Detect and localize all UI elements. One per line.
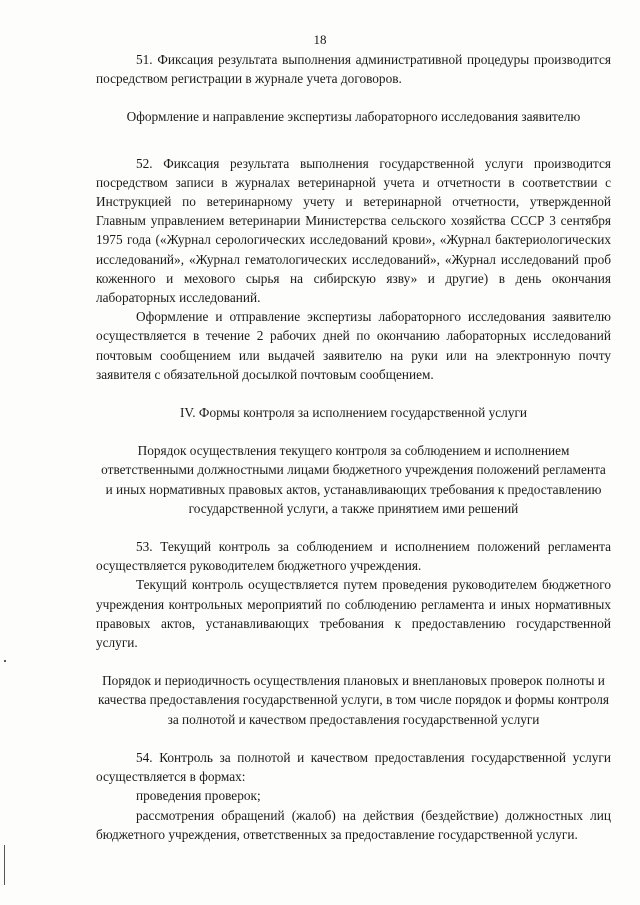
page-number: 18 [313,32,327,47]
paragraph-current-control: Текущий контроль осуществляется путем проведения руководителем бюджетного учреждения контрольных мероприятий по соблюдению регламента и иных нормативных правовых актов, устанавливающих требования к предоставлению государственной услуги. [96,577,611,651]
list-item-inspections: проведения проверок; [136,788,261,804]
chapter-heading-iv: IV. Формы контроля за исполнением государственной услуги [179,405,528,421]
scan-margin-mark [4,845,5,885]
paragraph-52: 52. Фиксация результата выполнения государственной услуги производится посредством записи в журналах ветеринарной учета и отчетности в соответствии с Инструкцией по ветеринарному учету и ветеринарной отчетности, утвержденной Главным управлением ветеринарии Министерства сельского хозяйства СССР 3 сентября 1975 года («Журнал серологических исследований крови», «Журнал бактериологических исследований», «Журнал гематологических исследований», «Журнал исследований проб коженного и мехового сырья на сибирскую язву» и другие) в день окончания лабораторных исследований. [96,155,611,306]
paragraph-complaints: рассмотрения обращений (жалоб) на действия (бездействие) должностных лиц бюджетного учреждения, ответственных за предоставление государственной услуги. [96,807,611,842]
paragraph-54: 54. Контроль за полнотой и качеством предоставления государственной услуги осуществляется в формах: [96,749,611,785]
section-heading-inspections: Порядок и периодичность осуществления плановых и внеплановых проверок полноты и качества предоставления государственной услуги, в том числе порядок и формы контроля за полнотой и качеством предоставления государственной услуги [98,673,609,727]
scan-margin-mark [4,660,6,662]
section-heading-current-control: Порядок осуществления текущего контроля за соблюдением и исполнением ответственными должностными лицами бюджетного учреждения положений регламента и иных нормативных правовых актов, устанавливающих требования к предоставлению государственной услуги, а также принятием ими решений [101,443,606,516]
paragraph-expertise-delivery: Оформление и отправление экспертизы лабораторного исследования заявителю осуществляется в течение 2 рабочих дней по окончанию лабораторных исследований почтовым сообщением или выдачей заявителю на руки или на электронную почту заявителя с обязательной досылкой почтовым сообщением. [96,309,611,382]
paragraph-51: 51. Фиксация результата выполнения административной процедуры производится посредством регистрации в журнале учета договоров. [96,52,611,87]
section-heading-expertise: Оформление и направление экспертизы лабораторного исследования заявителю [126,109,581,125]
paragraph-53: 53. Текущий контроль за соблюдением и исполнением положений регламента осуществляется руководителем бюджетного учреждения. [96,539,611,574]
document-body [96,50,611,844]
